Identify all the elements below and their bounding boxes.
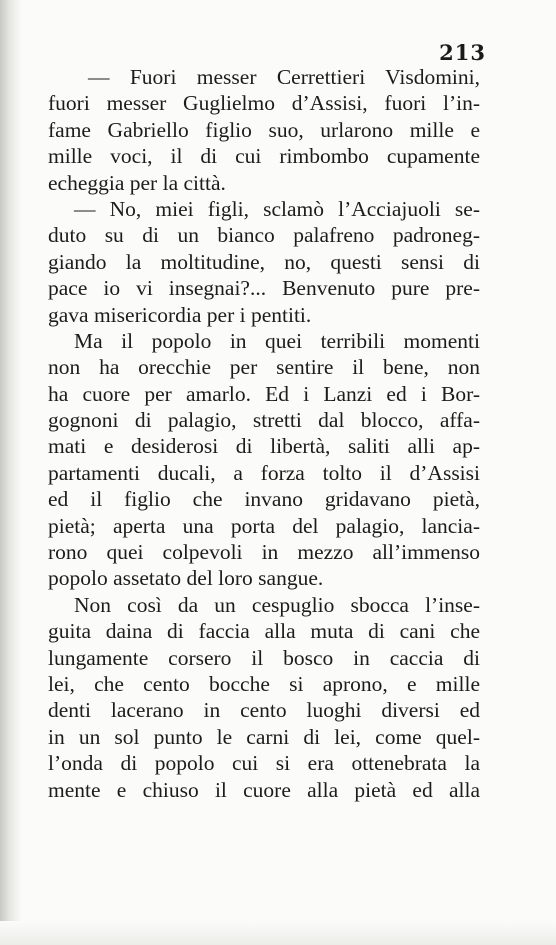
text-line: popolo assetato del loro sangue. bbox=[48, 566, 324, 591]
text-line: mente e chiuso il cuore alla pietà ed alla bbox=[48, 777, 480, 802]
text-line: in un sol punto le carni di lei, come quel- bbox=[48, 724, 480, 749]
text-line: fame Gabriello figlio suo, urlarono mille e bbox=[48, 117, 480, 142]
page-number: 213 bbox=[439, 40, 486, 65]
text-line: gognoni di palagio, stretti dal blocco, affa- bbox=[48, 408, 480, 433]
text-line: pace io vi insegnai?... Benvenuto pure pre- bbox=[48, 276, 480, 301]
text-line: mati e desiderosi di libertà, saliti alli ap- bbox=[48, 434, 480, 459]
text-line: rono quei colpevoli in mezzo all’immenso bbox=[48, 540, 480, 565]
text-line: gava misericordia per i pentiti. bbox=[48, 302, 312, 327]
text-line: non ha orecchie per sentire il bene, non bbox=[48, 355, 480, 380]
text-line: duto su di un bianco palafreno padroneg- bbox=[48, 223, 480, 248]
text-line: Ma il popolo in quei terribili momenti bbox=[74, 328, 480, 353]
text-line: ed il figlio che invano gridavano pietà, bbox=[48, 487, 480, 512]
text-line: — No, miei figli, sclamò l’Acciajuoli se- bbox=[74, 196, 480, 221]
text-line: denti lacerano in cento luoghi diversi ed bbox=[48, 698, 480, 723]
text-line: ha cuore per amarlo. Ed i Lanzi ed i Bor- bbox=[48, 381, 480, 406]
text-line: lungamente corsero il bosco in caccia di bbox=[48, 645, 480, 670]
text-line: l’onda di popolo cui si era ottenebrata la bbox=[48, 751, 480, 776]
page-gutter-shadow bbox=[0, 0, 22, 945]
text-line: giando la moltitudine, no, questi sensi di bbox=[48, 249, 480, 274]
text-line: guita daina di faccia alla muta di cani che bbox=[48, 619, 480, 644]
text-line: — Fuori messer Cerrettieri Visdomini, bbox=[88, 65, 480, 89]
page-bottom-edge bbox=[0, 921, 556, 945]
text-line: mille voci, il di cui rimbombo cupamente bbox=[48, 144, 480, 169]
text-line: lei, che cento bocche si aprono, e mille bbox=[48, 671, 480, 696]
text-line: echeggia per la città. bbox=[48, 170, 226, 195]
text-line: Non così da un cespuglio sbocca l’inse- bbox=[74, 592, 480, 617]
text-line: pietà; aperta una porta del palagio, lancia- bbox=[48, 513, 480, 538]
text-line: partamenti ducali, a forza tolto il d’Assisi bbox=[48, 460, 480, 485]
text-line: fuori messer Guglielmo d’Assisi, fuori l’in- bbox=[48, 91, 480, 116]
body-text bbox=[48, 64, 480, 803]
